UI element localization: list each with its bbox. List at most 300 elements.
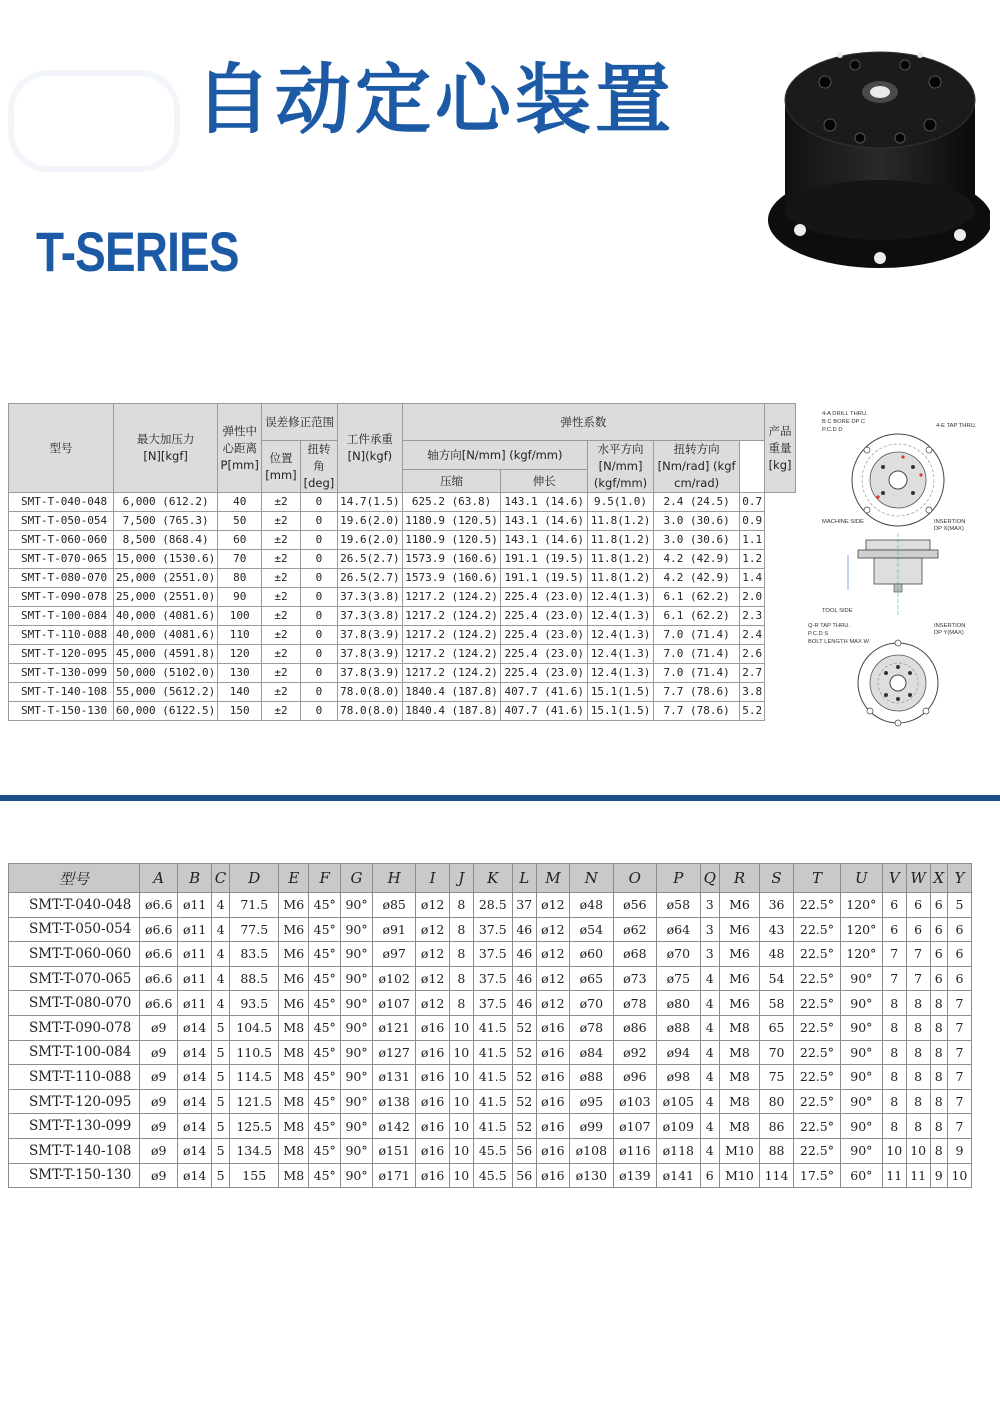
model-cell: SMT-T-040-048	[9, 493, 114, 512]
table-cell: 46	[512, 942, 536, 967]
table-cell: 6	[947, 942, 971, 967]
table-row	[9, 991, 972, 1016]
label-tap: 4-E TAP THRU.	[936, 423, 977, 429]
table-cell: ø95	[570, 1089, 613, 1114]
table-cell: ø14	[178, 1163, 211, 1188]
table-cell: 6,000 (612.2)	[113, 493, 217, 512]
table-cell: 46	[512, 917, 536, 942]
table-cell: 8	[906, 1114, 930, 1139]
table-cell: ø130	[570, 1163, 613, 1188]
table-cell: 0	[300, 683, 337, 702]
table-cell: ø118	[657, 1138, 700, 1163]
model-cell: SMT-T-120-095	[9, 645, 114, 664]
table-cell: 90°	[341, 942, 373, 967]
table-cell: 4	[700, 1065, 719, 1090]
table-cell: 7	[906, 966, 930, 991]
table-cell: ø11	[178, 893, 211, 918]
dimension-table	[8, 863, 972, 1188]
table-cell: 0	[300, 531, 337, 550]
table-cell: ø88	[570, 1065, 613, 1090]
table-cell: 37	[512, 893, 536, 918]
table-cell: M6	[279, 893, 309, 918]
table-cell: 4	[700, 991, 719, 1016]
table-cell: 10	[449, 1015, 473, 1040]
table-cell: 10	[449, 1040, 473, 1065]
series-title: T-SERIES	[36, 220, 239, 283]
col-weight: 产品重量 [kg]	[765, 404, 796, 493]
table-cell: 90°	[341, 1138, 373, 1163]
table-cell: 55,000 (5612.2)	[113, 683, 217, 702]
table-cell: 90°	[840, 991, 882, 1016]
label-insertion-x2: DP X(MAX)	[934, 526, 964, 532]
table-cell: 1573.9 (160.6)	[402, 569, 501, 588]
table-cell: 10	[449, 1138, 473, 1163]
table-cell: 7	[947, 991, 971, 1016]
table-cell: 22.5°	[794, 917, 841, 942]
table-cell: 8	[906, 1065, 930, 1090]
table-cell: 70	[760, 1040, 794, 1065]
model-cell: SMT-T-050-054	[9, 917, 140, 942]
table-cell: 5	[211, 1089, 229, 1114]
table-cell: 9	[947, 1138, 971, 1163]
table-cell: 8	[882, 991, 906, 1016]
col-q: Q	[700, 864, 719, 893]
table-cell: 8,500 (868.4)	[113, 531, 217, 550]
table-cell: ø12	[536, 917, 569, 942]
table-cell: 90°	[840, 1015, 882, 1040]
table-cell: 7.7 (78.6)	[654, 683, 740, 702]
table-cell: ø6.6	[140, 991, 178, 1016]
table-cell: 45°	[309, 917, 341, 942]
table-cell: M8	[719, 1114, 759, 1139]
table-row	[9, 607, 796, 626]
table-cell: 15,000 (1530.6)	[113, 550, 217, 569]
table-cell: ø12	[416, 917, 449, 942]
table-cell: ø16	[536, 1065, 569, 1090]
table-cell: 2.4 (24.5)	[654, 493, 740, 512]
table-cell: 125.5	[230, 1114, 279, 1139]
table-cell: 40,000 (4081.6)	[113, 607, 217, 626]
table-cell: ±2	[262, 664, 301, 683]
col-model: 型号	[9, 404, 114, 493]
table-cell: 0	[300, 512, 337, 531]
table-cell: 78.0(8.0)	[338, 683, 403, 702]
model-cell: SMT-T-150-130	[9, 1163, 140, 1188]
table-cell: 90°	[840, 1065, 882, 1090]
table-cell: 625.2 (63.8)	[402, 493, 501, 512]
table-cell: ø48	[570, 893, 613, 918]
table-cell: 143.1 (14.6)	[501, 512, 588, 531]
table-cell: ø16	[536, 1114, 569, 1139]
table-cell: ø68	[613, 942, 656, 967]
table-cell: ø16	[536, 1015, 569, 1040]
table-cell: 22.5°	[794, 893, 841, 918]
table-cell: 5	[211, 1065, 229, 1090]
col-center-distance: 弹性中心距离 P[mm]	[218, 404, 262, 493]
col-y: Y	[947, 864, 971, 893]
table-cell: 8	[449, 893, 473, 918]
table-cell: 37.8(3.9)	[338, 626, 403, 645]
table-cell: ±2	[262, 626, 301, 645]
table-cell: 4	[700, 1114, 719, 1139]
table-cell: 52	[512, 1114, 536, 1139]
table-cell: M8	[719, 1040, 759, 1065]
table-cell: 155	[230, 1163, 279, 1188]
table-cell: 8	[882, 1015, 906, 1040]
table-cell: 22.5°	[794, 1089, 841, 1114]
table-row	[9, 1015, 972, 1040]
col-m: M	[536, 864, 569, 893]
table-cell: 22.5°	[794, 1138, 841, 1163]
table-cell: 5	[211, 1040, 229, 1065]
table-cell: ø58	[657, 893, 700, 918]
table-cell: ø131	[372, 1065, 415, 1090]
table-row	[9, 702, 796, 721]
table-cell: 17.5°	[794, 1163, 841, 1188]
table-cell: M8	[279, 1015, 309, 1040]
table-cell: 10	[449, 1114, 473, 1139]
table-cell: 1840.4 (187.8)	[402, 683, 501, 702]
table-cell: 6	[930, 966, 947, 991]
table-cell: 22.5°	[794, 966, 841, 991]
model-cell: SMT-T-090-078	[9, 1015, 140, 1040]
table-cell: 37.5	[473, 942, 512, 967]
table-cell: 104.5	[230, 1015, 279, 1040]
table-cell: 7	[947, 1015, 971, 1040]
table-row	[9, 493, 796, 512]
table-cell: 8	[930, 1138, 947, 1163]
table-cell: 41.5	[473, 1089, 512, 1114]
table-cell: 60	[218, 531, 262, 550]
table-cell: ø99	[570, 1114, 613, 1139]
table-cell: 8	[906, 1015, 930, 1040]
col-l: L	[512, 864, 536, 893]
table-cell: 75	[760, 1065, 794, 1090]
table-cell: ø92	[613, 1040, 656, 1065]
table-cell: 6	[700, 1163, 719, 1188]
table-cell: ø80	[657, 991, 700, 1016]
table-cell: 45°	[309, 942, 341, 967]
table-cell: M6	[719, 917, 759, 942]
table-cell: ø6.6	[140, 917, 178, 942]
table-cell: ø151	[372, 1138, 415, 1163]
table-cell: M10	[719, 1163, 759, 1188]
table-cell: 22.5°	[794, 1114, 841, 1139]
table-cell: 65	[760, 1015, 794, 1040]
table-cell: 191.1 (19.5)	[501, 569, 588, 588]
product-photo	[760, 30, 990, 280]
table-cell: 52	[512, 1089, 536, 1114]
table-cell: 110.5	[230, 1040, 279, 1065]
table-cell: 8	[930, 1040, 947, 1065]
table-cell: 11.8(1.2)	[588, 512, 654, 531]
col-e: E	[279, 864, 309, 893]
table-cell: 12.4(1.3)	[588, 645, 654, 664]
table-row	[9, 645, 796, 664]
table-cell: 11	[906, 1163, 930, 1188]
col-correction-range: 误差修正范围	[262, 404, 338, 441]
table-cell: ø64	[657, 917, 700, 942]
table-cell: 12.4(1.3)	[588, 607, 654, 626]
table-cell: ø16	[536, 1089, 569, 1114]
table-cell: ø62	[613, 917, 656, 942]
col-compress: 压缩	[402, 470, 501, 493]
model-cell: SMT-T-080-070	[9, 569, 114, 588]
table-cell: 12.4(1.3)	[588, 664, 654, 683]
table-cell: 11	[882, 1163, 906, 1188]
table-cell: 1217.2 (124.2)	[402, 664, 501, 683]
table-cell: 45°	[309, 1114, 341, 1139]
table-cell: 15.1(1.5)	[588, 683, 654, 702]
table-cell: 10	[449, 1089, 473, 1114]
table-cell: 225.4 (23.0)	[501, 607, 588, 626]
table-cell: 90°	[840, 1114, 882, 1139]
table-cell: ø9	[140, 1114, 178, 1139]
table-cell: 86	[760, 1114, 794, 1139]
table-cell: 8	[906, 1089, 930, 1114]
table-cell: ø9	[140, 1089, 178, 1114]
table-cell: ø11	[178, 991, 211, 1016]
table-cell: ø121	[372, 1015, 415, 1040]
table-cell: 45.5	[473, 1138, 512, 1163]
table-cell: 2.0	[740, 588, 765, 607]
table-cell: 10	[906, 1138, 930, 1163]
table-cell: 11.8(1.2)	[588, 531, 654, 550]
table-row	[9, 531, 796, 550]
table-cell: 90°	[341, 1114, 373, 1139]
table-cell: 225.4 (23.0)	[501, 645, 588, 664]
table-cell: 90°	[341, 917, 373, 942]
table-cell: 41.5	[473, 1065, 512, 1090]
table-cell: 2.7	[740, 664, 765, 683]
table-cell: 6.1 (62.2)	[654, 588, 740, 607]
table-cell: 6.1 (62.2)	[654, 607, 740, 626]
table-cell: 88	[760, 1138, 794, 1163]
table-cell: 5	[947, 893, 971, 918]
table-cell: ±2	[262, 607, 301, 626]
table-cell: 6	[906, 917, 930, 942]
label-insertion-y: INSERTION	[934, 623, 966, 629]
table-cell: 5	[211, 1015, 229, 1040]
table-cell: 4	[700, 1015, 719, 1040]
table-cell: 90°	[341, 991, 373, 1016]
table-cell: 140	[218, 683, 262, 702]
label-tap-q: Q-R TAP THRU.	[808, 623, 851, 629]
table-cell: ø142	[372, 1114, 415, 1139]
table-cell: 40,000 (4081.6)	[113, 626, 217, 645]
model-cell: SMT-T-040-048	[9, 893, 140, 918]
model-cell: SMT-T-090-078	[9, 588, 114, 607]
table-cell: 0	[300, 702, 337, 721]
table-cell: ø70	[570, 991, 613, 1016]
table-cell: 4.2 (42.9)	[654, 569, 740, 588]
table-cell: M6	[719, 966, 759, 991]
table-cell: 4	[211, 991, 229, 1016]
table-cell: ø11	[178, 942, 211, 967]
table-cell: 8	[882, 1089, 906, 1114]
table-row	[9, 1138, 972, 1163]
table-cell: 37.8(3.9)	[338, 645, 403, 664]
label-bolt: BOLT LENGTH MAX W	[808, 639, 869, 645]
label-machine-side: MACHINE SIDE	[822, 519, 864, 525]
table-cell: 7	[947, 1065, 971, 1090]
table-cell: 5	[211, 1138, 229, 1163]
table-cell: 5	[211, 1163, 229, 1188]
table-cell: M8	[279, 1089, 309, 1114]
table-cell: 90°	[341, 966, 373, 991]
table-cell: M6	[719, 942, 759, 967]
table-cell: ø16	[536, 1040, 569, 1065]
table-cell: 90°	[341, 1040, 373, 1065]
col-o: O	[613, 864, 656, 893]
model-cell: SMT-T-130-099	[9, 664, 114, 683]
table-cell: 6	[930, 942, 947, 967]
table-cell: 6	[947, 917, 971, 942]
col-torsion: 扭转方向 [Nm/rad] (kgf cm/rad)	[654, 441, 740, 493]
table-cell: 37.5	[473, 917, 512, 942]
table-cell: ø85	[372, 893, 415, 918]
table-cell: 225.4 (23.0)	[501, 664, 588, 683]
table-cell: 90°	[840, 966, 882, 991]
table-cell: 6	[930, 917, 947, 942]
table-cell: 7	[882, 942, 906, 967]
table-row	[9, 550, 796, 569]
table-row	[9, 942, 972, 967]
table-cell: M6	[279, 966, 309, 991]
table-cell: 1217.2 (124.2)	[402, 626, 501, 645]
table-cell: 4	[700, 1040, 719, 1065]
table-row	[9, 966, 972, 991]
table-cell: ±2	[262, 569, 301, 588]
table-row	[9, 588, 796, 607]
table-cell: 0	[300, 607, 337, 626]
table-cell: 60,000 (6122.5)	[113, 702, 217, 721]
table-cell: ø14	[178, 1138, 211, 1163]
table-row	[9, 1089, 972, 1114]
table-cell: 43	[760, 917, 794, 942]
table-cell: 26.5(2.7)	[338, 550, 403, 569]
table-cell: 90°	[341, 1089, 373, 1114]
table-cell: 8	[449, 942, 473, 967]
table-cell: 37.5	[473, 966, 512, 991]
table-cell: 70	[218, 550, 262, 569]
table-cell: ø9	[140, 1163, 178, 1188]
table-cell: 48	[760, 942, 794, 967]
table-cell: 71.5	[230, 893, 279, 918]
table-row	[9, 1065, 972, 1090]
col-x: X	[930, 864, 947, 893]
table-cell: ø78	[613, 991, 656, 1016]
table-cell: ø107	[372, 991, 415, 1016]
table-cell: 0	[300, 664, 337, 683]
table-cell: 0.7	[740, 493, 765, 512]
table-cell: ø16	[416, 1163, 449, 1188]
table-cell: 8	[930, 1015, 947, 1040]
table-cell: 4	[700, 1138, 719, 1163]
col-axial: 轴方向[N/mm] (kgf/mm)	[402, 441, 587, 470]
table-cell: ø16	[536, 1138, 569, 1163]
table-cell: 37.8(3.9)	[338, 664, 403, 683]
table-cell: ±2	[262, 683, 301, 702]
table-cell: 1180.9 (120.5)	[402, 512, 501, 531]
table-cell: 6	[882, 917, 906, 942]
col-v: V	[882, 864, 906, 893]
table-cell: ø14	[178, 1015, 211, 1040]
col-b: B	[178, 864, 211, 893]
table-cell: ø138	[372, 1089, 415, 1114]
table-row	[9, 1114, 972, 1139]
table-cell: 2.4	[740, 626, 765, 645]
table-cell: ø9	[140, 1040, 178, 1065]
table-cell: 45°	[309, 1015, 341, 1040]
table-cell: M8	[279, 1138, 309, 1163]
table-cell: 0	[300, 569, 337, 588]
col-model: 型号	[9, 864, 140, 893]
table-cell: ø12	[416, 942, 449, 967]
table-cell: 8	[882, 1114, 906, 1139]
table-cell: 88.5	[230, 966, 279, 991]
table-cell: 191.1 (19.5)	[501, 550, 588, 569]
table-cell: M6	[279, 917, 309, 942]
table-cell: ø6.6	[140, 966, 178, 991]
col-position: 位置 [mm]	[262, 441, 301, 493]
model-cell: SMT-T-060-060	[9, 531, 114, 550]
table-cell: M8	[279, 1040, 309, 1065]
table-cell: ø12	[416, 893, 449, 918]
table-cell: 7	[906, 942, 930, 967]
table-cell: 150	[218, 702, 262, 721]
table-cell: ø108	[570, 1138, 613, 1163]
model-cell: SMT-T-060-060	[9, 942, 140, 967]
table-cell: 41.5	[473, 1040, 512, 1065]
table-cell: 8	[906, 1040, 930, 1065]
table-cell: 6	[882, 893, 906, 918]
table-cell: 6	[906, 893, 930, 918]
table-cell: ø12	[536, 991, 569, 1016]
table-cell: ø11	[178, 917, 211, 942]
label-bore: B C BORE DP C	[822, 419, 866, 425]
table-cell: 46	[512, 991, 536, 1016]
table-cell: M6	[719, 893, 759, 918]
table-cell: ø56	[613, 893, 656, 918]
col-k: K	[473, 864, 512, 893]
table-cell: 22.5°	[794, 1065, 841, 1090]
table-cell: 83.5	[230, 942, 279, 967]
model-cell: SMT-T-120-095	[9, 1089, 140, 1114]
table-cell: ±2	[262, 531, 301, 550]
table-cell: ø75	[657, 966, 700, 991]
table-cell: 25,000 (2551.0)	[113, 569, 217, 588]
table-cell: 1180.9 (120.5)	[402, 531, 501, 550]
table-cell: M6	[719, 991, 759, 1016]
col-s: S	[760, 864, 794, 893]
table-cell: ø9	[140, 1138, 178, 1163]
table-cell: 1.1	[740, 531, 765, 550]
table-cell: 114	[760, 1163, 794, 1188]
col-p: P	[657, 864, 700, 893]
model-cell: SMT-T-110-088	[9, 626, 114, 645]
table-cell: ø16	[416, 1065, 449, 1090]
table-cell: 40	[218, 493, 262, 512]
table-cell: 4	[211, 893, 229, 918]
table-cell: 37.3(3.8)	[338, 588, 403, 607]
table-cell: ø116	[613, 1138, 656, 1163]
table-cell: ø97	[372, 942, 415, 967]
table-cell: ±2	[262, 550, 301, 569]
col-d: D	[230, 864, 279, 893]
label-insertion-x: INSERTION	[934, 519, 966, 525]
table-cell: ø96	[613, 1065, 656, 1090]
